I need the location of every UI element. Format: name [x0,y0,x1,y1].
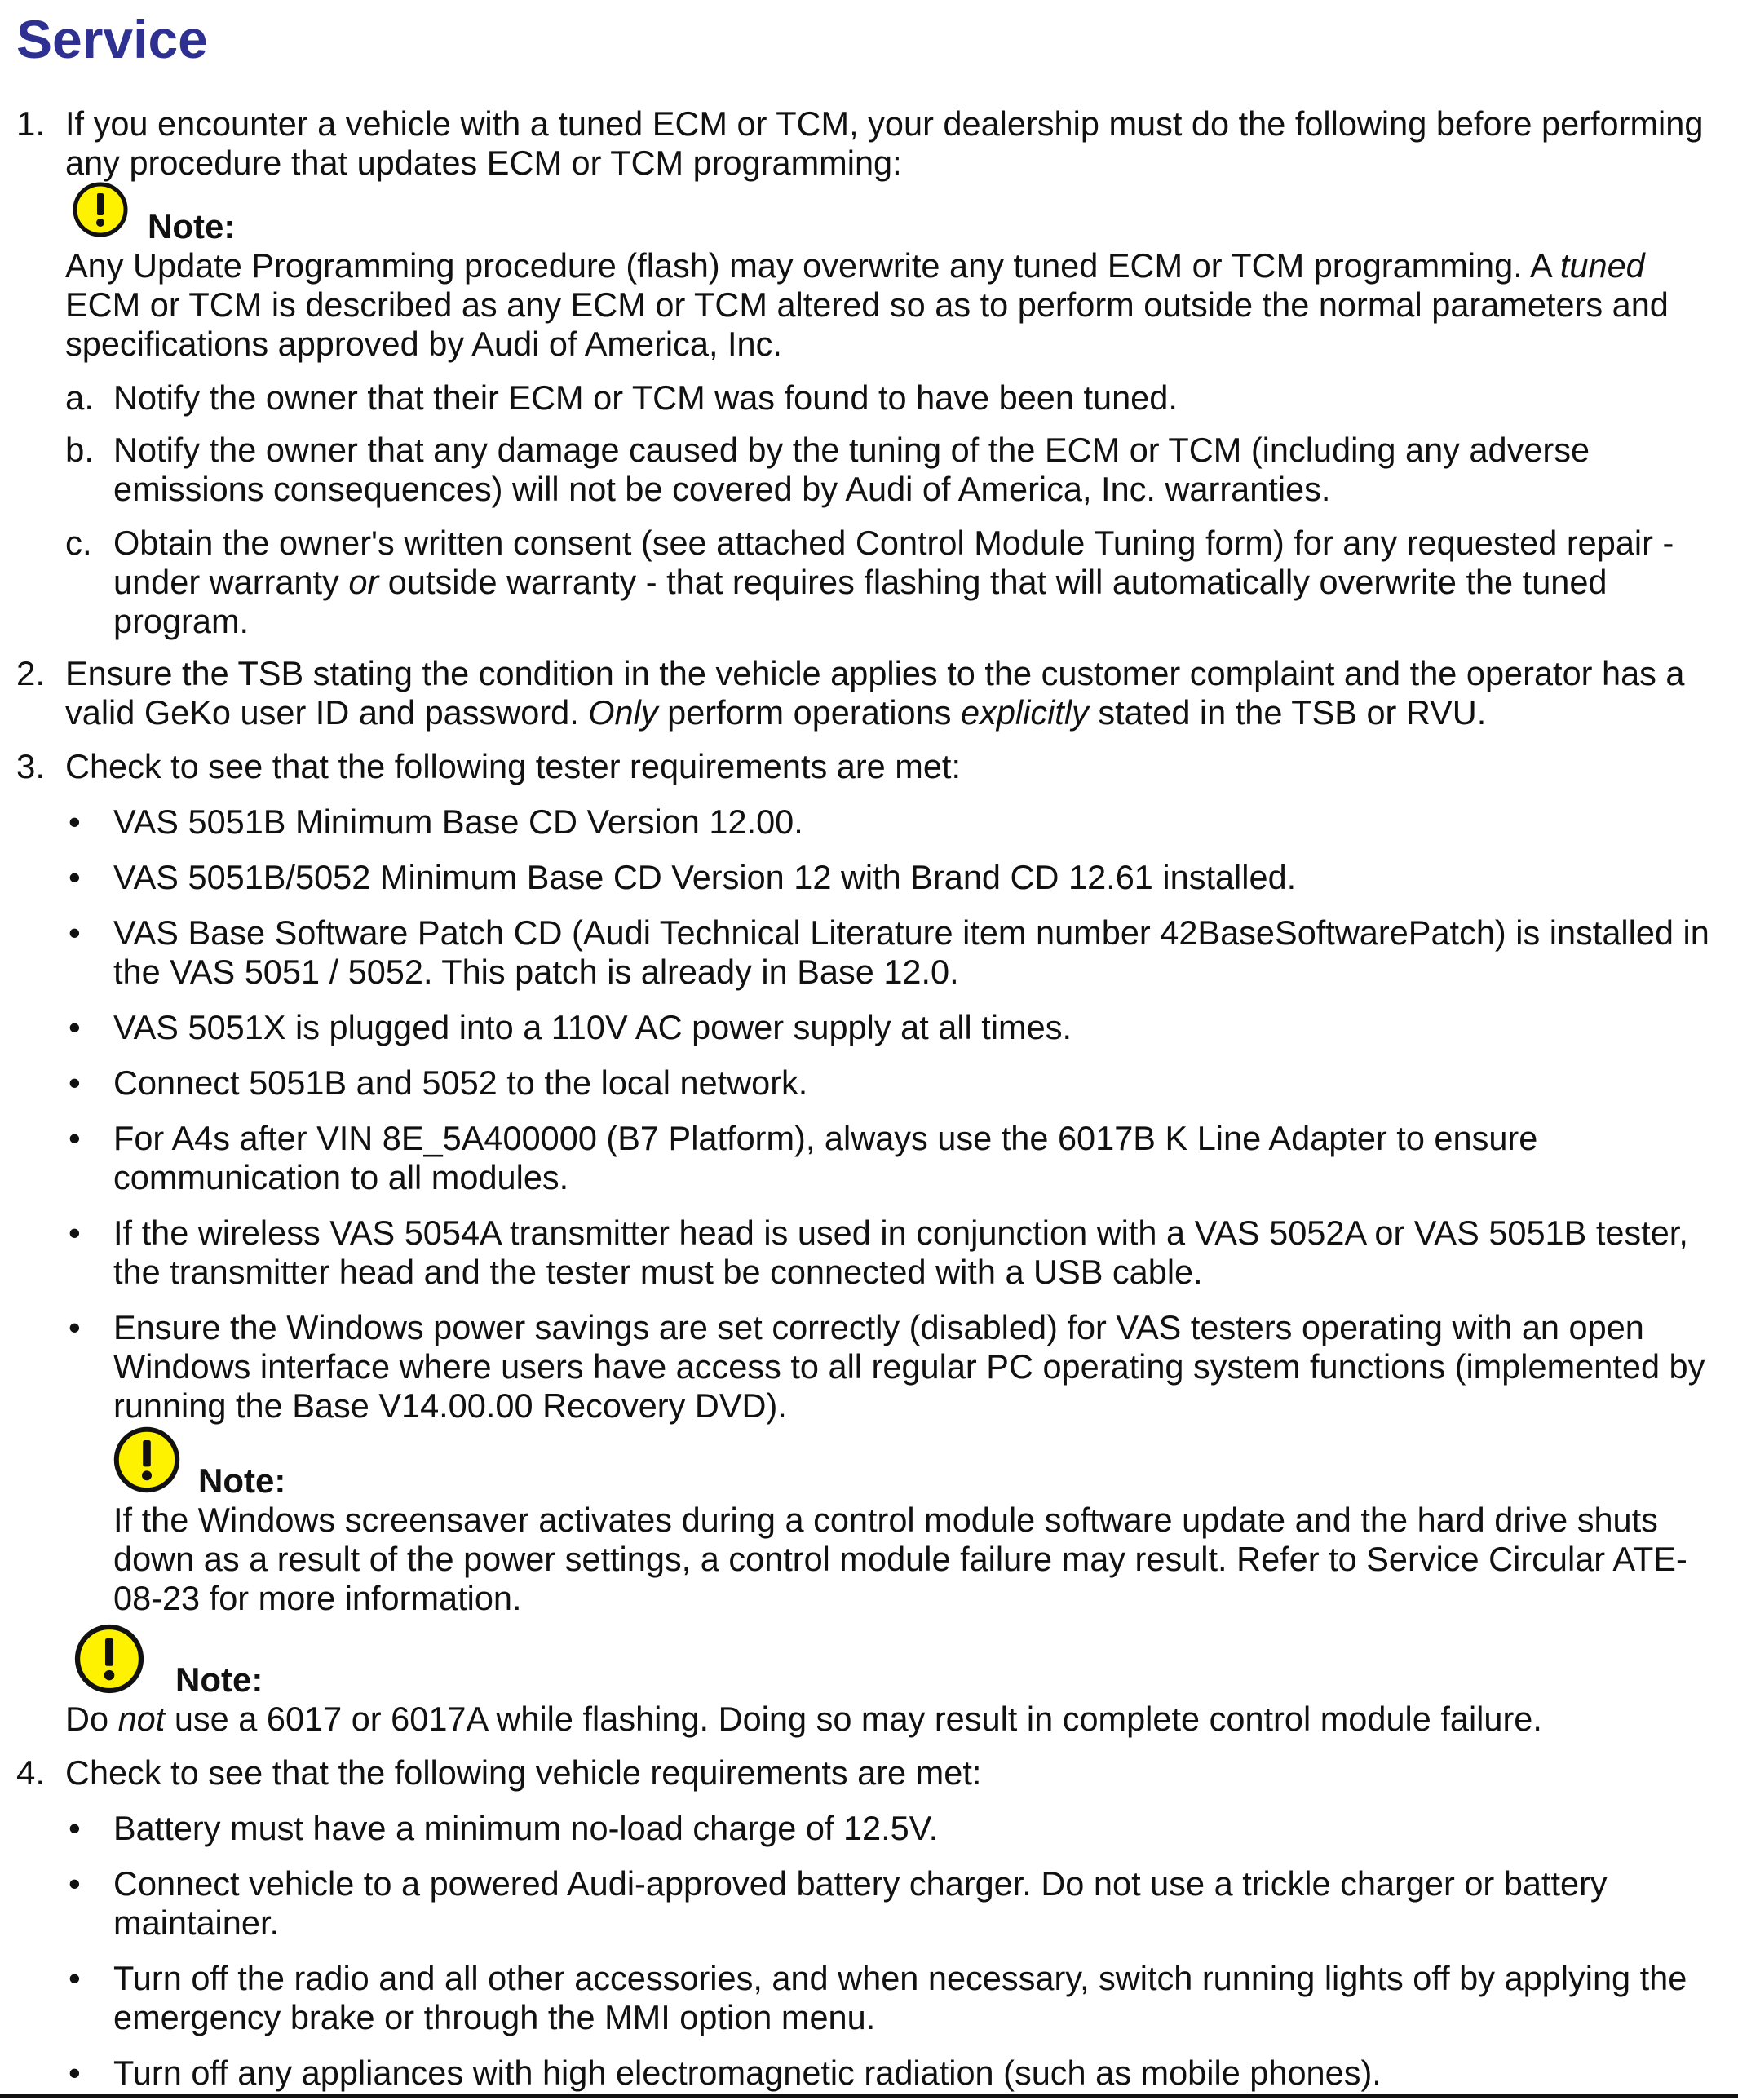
bullet-marker: • [69,1214,81,1252]
subitem-c-label: c. [65,524,92,562]
tester-req-1: VAS 5051B Minimum Base CD Version 12.00. [113,802,803,841]
inner-note-line-1: If the Windows screensaver activates during a control module software update and the hard drive shuts [113,1501,1658,1539]
caution-icon [113,1426,181,1494]
note-text-line-1: Any Update Programming procedure (flash) may overwrite any tuned ECM or TCM programming. A tuned [65,246,1645,285]
inner-note-line-2: down as a result of the power settings, a control module failure may result. Refer to Service Circular ATE- [113,1540,1687,1578]
subitem-c-line-1: Obtain the owner's written consent (see attached Control Module Tuning form) for any requested repair - [113,524,1674,562]
subitem-c-line-3: program. [113,602,250,640]
bullet-marker: • [69,1809,81,1847]
tester-req-3-line-2: the VAS 5051 / 5052. This patch is already in Base 12.0. [113,953,959,991]
subitem-a-line-1: Notify the owner that their ECM or TCM was found to have been tuned. [113,378,1178,417]
item-2-line-1: Ensure the TSB stating the condition in the vehicle applies to the customer complaint and the operator has a [65,654,1685,692]
note-text-line-3: specifications approved by Audi of America, Inc. [65,325,782,363]
outer-note-line: Do not use a 6017 or 6017A while flashing. Doing so may result in complete control module failure. [65,1700,1542,1738]
subitem-b-label: b. [65,431,95,469]
bullet-marker: • [69,858,81,896]
item-3-line: Check to see that the following tester requirements are met: [65,747,961,785]
tester-req-3-line-1: VAS Base Software Patch CD (Audi Technical Literature item number 42BaseSoftwarePatch) is installed in [113,913,1709,952]
tester-req-6-line-2: communication to all modules. [113,1158,569,1196]
bullet-marker: • [69,1959,81,1997]
item-2-line-2: valid GeKo user ID and password. Only perform operations explicitly stated in the TSB or RVU. [65,693,1487,732]
item-4-line: Check to see that the following vehicle requirements are met: [65,1753,982,1792]
tester-req-7-line-2: the transmitter head and the tester must be connected with a USB cable. [113,1253,1203,1291]
note-label: Note: [148,207,236,245]
bullet-marker: • [69,1063,81,1102]
vehicle-req-3-line-1: Turn off the radio and all other accessories, and when necessary, switch running lights off by applying the [113,1959,1687,1997]
inner-note-line-3: 08-23 for more information. [113,1579,522,1617]
item-4-number: 4. [16,1753,46,1792]
item-1-line-2: any procedure that updates ECM or TCM programming: [65,144,902,182]
caution-icon [73,1623,145,1695]
bullet-marker: • [69,802,81,841]
vehicle-req-2-line-1: Connect vehicle to a powered Audi-approved battery charger. Do not use a trickle charger or battery [113,1864,1608,1903]
subitem-c-line-2: under warranty or outside warranty - that requires flashing that will automatically overwrite the tuned [113,563,1608,601]
subitem-b-line-2: emissions consequences) will not be covered by Audi of America, Inc. warranties. [113,470,1331,508]
tester-req-8-line-3: running the Base V14.00.00 Recovery DVD). [113,1386,787,1425]
caution-icon [72,181,129,238]
tester-req-5: Connect 5051B and 5052 to the local network. [113,1063,808,1102]
bullet-marker: • [69,1308,81,1346]
item-3-number: 3. [16,747,46,785]
tester-req-7-line-1: If the wireless VAS 5054A transmitter head is used in conjunction with a VAS 5052A or VAS 5051B tester, [113,1214,1688,1252]
vehicle-req-1: Battery must have a minimum no-load charge of 12.5V. [113,1809,939,1847]
note-text-line-2: ECM or TCM is described as any ECM or TCM altered so as to perform outside the normal parameters and [65,285,1669,324]
bottom-rule [0,2094,1738,2098]
bullet-marker: • [69,1008,81,1046]
note-label: Note: [175,1660,263,1699]
tester-req-8-line-1: Ensure the Windows power savings are set correctly (disabled) for VAS testers operating with an open [113,1308,1644,1346]
vehicle-req-2-line-2: maintainer. [113,1903,280,1942]
vehicle-req-4: Turn off any appliances with high electromagnetic radiation (such as mobile phones). [113,2054,1382,2092]
bullet-marker: • [69,913,81,952]
note-label: Note: [198,1461,286,1500]
bullet-marker: • [69,2054,81,2092]
page-title: Service [16,9,208,69]
tester-req-2: VAS 5051B/5052 Minimum Base CD Version 12 with Brand CD 12.61 installed. [113,858,1297,896]
item-1-line-1: If you encounter a vehicle with a tuned ECM or TCM, your dealership must do the following before performing [65,104,1704,143]
subitem-a-label: a. [65,378,95,417]
item-2-number: 2. [16,654,46,692]
bullet-marker: • [69,1119,81,1157]
tester-req-4: VAS 5051X is plugged into a 110V AC power supply at all times. [113,1008,1072,1046]
tester-req-6-line-1: For A4s after VIN 8E_5A400000 (B7 Platform), always use the 6017B K Line Adapter to ensure [113,1119,1538,1157]
item-1-number: 1. [16,104,46,143]
bullet-marker: • [69,1864,81,1903]
tester-req-8-line-2: Windows interface where users have access to all regular PC operating system functions (implemented by [113,1347,1705,1386]
subitem-b-line-1: Notify the owner that any damage caused by the tuning of the ECM or TCM (including any adverse [113,431,1590,469]
vehicle-req-3-line-2: emergency brake or through the MMI option menu. [113,1998,876,2036]
